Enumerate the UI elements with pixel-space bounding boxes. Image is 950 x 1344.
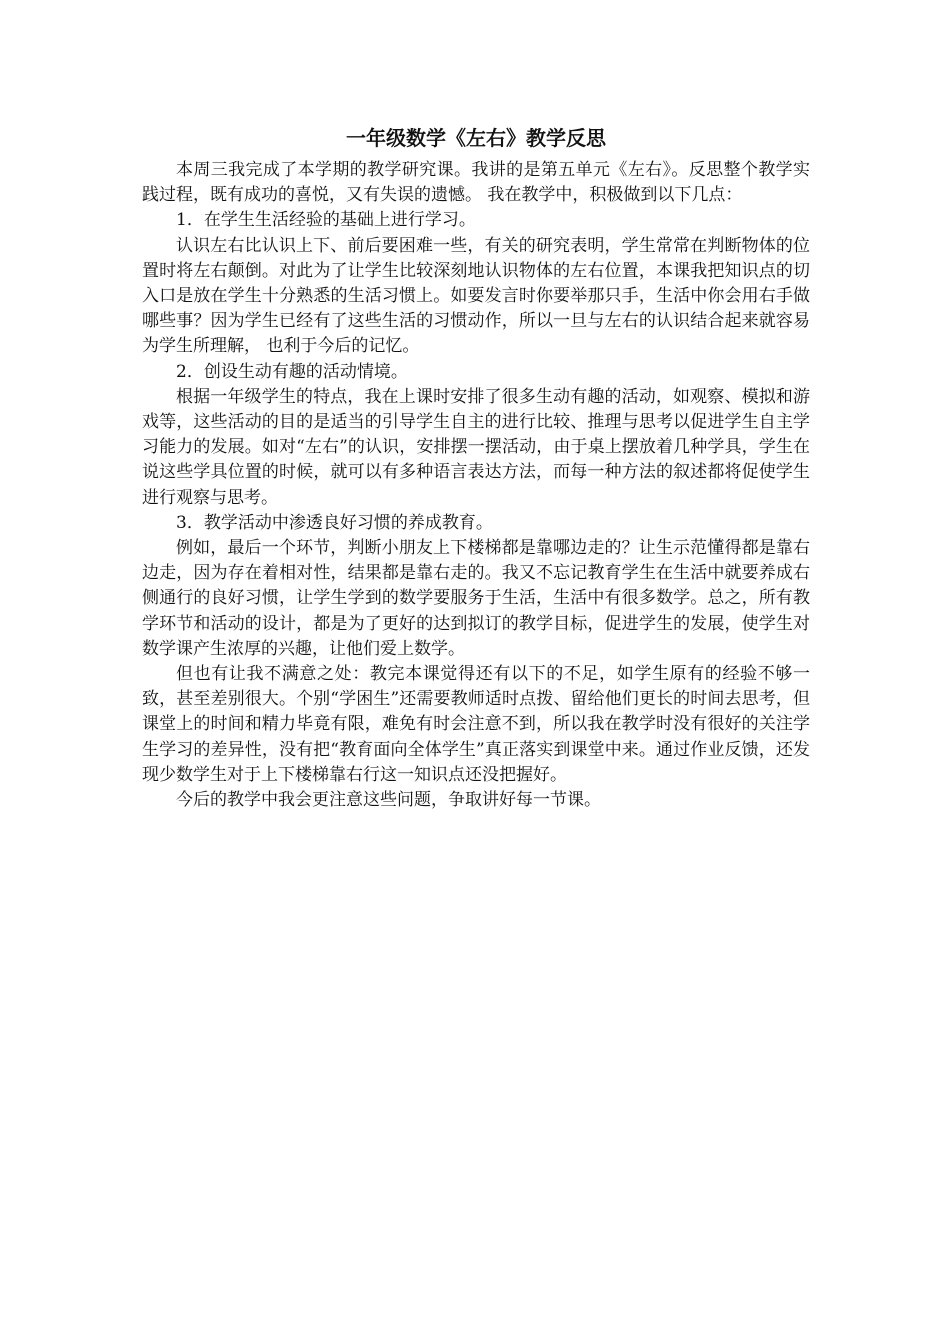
intro-paragraph: 本周三我完成了本学期的教学研究课。我讲的是第五单元《左右》。反思整个教学实践过程，既有成功的喜悦，又有失误的遗憾。 我在教学中，积极做到以下几点： bbox=[142, 160, 810, 206]
point-3-paragraph: 例如，最后一个环节，判断小朋友上下楼梯都是靠哪边走的？让生示范懂得都是靠右边走，因为存在着相对性，结果都是靠右走的。我又不忘记教育学生在生活中就要养成右侧通行的良好习惯，让学生学到的数学要服务于生活，生活中有很多数学。总之，所有教学环节和活动的设计，都是为了更好的达到拟订的教学目标，促进学生的发展，使学生对数学课产生浓厚的兴趣，让他们爱上数学。 bbox=[142, 538, 810, 659]
point-2-paragraph: 根据一年级学生的特点，我在上课时安排了很多生动有趣的活动，如观察、模拟和游戏等，这些活动的目的是适当的引导学生自主的进行比较、推理与思考以促进学生自主学习能力的发展。如对“左右”的认识，安排摆一摆活动，由于桌上摆放着几种学具，学生在说这些学具位置的时候，就可以有多种语言表达方法，而每一种方法的叙述都将促使学生进行观察与思考。 bbox=[142, 386, 810, 508]
point-1-paragraph: 认识左右比认识上下、前后要困难一些，有关的研究表明，学生常常在判断物体的位置时将左右颠倒。对此为了让学生比较深刻地认识物体的左右位置，本课我把知识点的切入口是放在学生十分熟悉的生活习惯上。如要发言时你要举那只手，生活中你会用右手做哪些事？因为学生已经有了这些生活的习惯动作，所以一旦与左右的认识结合起来就容易为学生所理解， 也利于今后的记忆。 bbox=[142, 235, 810, 357]
closing-paragraph: 今后的教学中我会更注意这些问题，争取讲好每一节课。 bbox=[176, 790, 601, 811]
point-1-heading: 1．在学生生活经验的基础上进行学习。 bbox=[176, 210, 476, 231]
page-title: 一年级数学《左右》教学反思 bbox=[346, 126, 606, 150]
document-page bbox=[142, 118, 810, 813]
shortcomings-paragraph: 但也有让我不满意之处：教完本课觉得还有以下的不足，如学生原有的经验不够一致，甚至差别很大。个别“学困生”还需要教师适时点拨、留给他们更长的时间去思考，但课堂上的时间和精力毕竟有限，难免有时会注意不到，所以我在教学时没有很好的关注学生学习的差异性，没有把“教育面向全体学生”真正落实到课堂中来。通过作业反馈，还发现少数学生对于上下楼梯靠右行这一知识点还没把握好。 bbox=[142, 664, 810, 785]
point-3-heading: 3．教学活动中渗透良好习惯的养成教育。 bbox=[176, 512, 493, 533]
point-2-heading: 2．创设生动有趣的活动情境。 bbox=[176, 361, 408, 382]
